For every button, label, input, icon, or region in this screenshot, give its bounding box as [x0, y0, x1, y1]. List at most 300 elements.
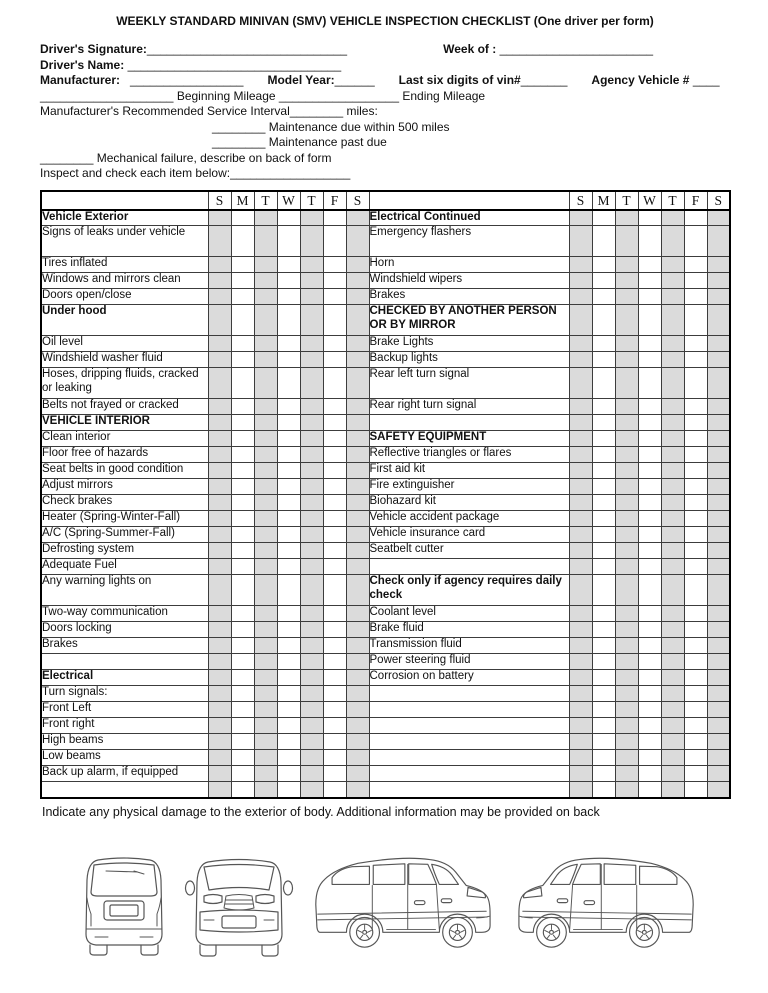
check-cell[interactable] [707, 670, 730, 686]
check-cell[interactable] [615, 718, 638, 734]
check-cell[interactable] [277, 273, 300, 289]
check-cell[interactable] [615, 495, 638, 511]
check-cell[interactable] [300, 527, 323, 543]
check-cell[interactable] [684, 210, 707, 226]
check-cell[interactable] [208, 543, 231, 559]
check-cell[interactable] [661, 226, 684, 257]
check-cell[interactable] [661, 622, 684, 638]
check-cell[interactable] [638, 782, 661, 798]
check-cell[interactable] [661, 670, 684, 686]
check-cell[interactable] [592, 654, 615, 670]
check-cell[interactable] [569, 368, 592, 399]
check-cell[interactable] [346, 495, 369, 511]
check-cell[interactable] [684, 750, 707, 766]
check-cell[interactable] [707, 527, 730, 543]
check-cell[interactable] [300, 511, 323, 527]
check-cell[interactable] [684, 670, 707, 686]
check-cell[interactable] [323, 527, 346, 543]
check-cell[interactable] [569, 336, 592, 352]
check-cell[interactable] [254, 622, 277, 638]
check-cell[interactable] [661, 750, 684, 766]
check-cell[interactable] [638, 336, 661, 352]
check-cell[interactable] [661, 543, 684, 559]
check-cell[interactable] [638, 479, 661, 495]
check-cell[interactable] [277, 559, 300, 575]
maintenance-past-blank[interactable]: ________ [212, 135, 266, 149]
check-cell[interactable] [231, 257, 254, 273]
check-cell[interactable] [569, 352, 592, 368]
check-cell[interactable] [208, 686, 231, 702]
check-cell[interactable] [592, 415, 615, 431]
check-cell[interactable] [569, 495, 592, 511]
check-cell[interactable] [300, 257, 323, 273]
check-cell[interactable] [300, 686, 323, 702]
check-cell[interactable] [323, 415, 346, 431]
check-cell[interactable] [707, 606, 730, 622]
check-cell[interactable] [323, 718, 346, 734]
check-cell[interactable] [638, 226, 661, 257]
check-cell[interactable] [231, 479, 254, 495]
check-cell[interactable] [592, 479, 615, 495]
check-cell[interactable] [254, 479, 277, 495]
check-cell[interactable] [231, 686, 254, 702]
check-cell[interactable] [208, 336, 231, 352]
check-cell[interactable] [231, 702, 254, 718]
check-cell[interactable] [684, 559, 707, 575]
check-cell[interactable] [615, 702, 638, 718]
model-year-blank[interactable]: ______ [334, 73, 375, 87]
check-cell[interactable] [684, 734, 707, 750]
check-cell[interactable] [277, 734, 300, 750]
check-cell[interactable] [323, 479, 346, 495]
check-cell[interactable] [707, 782, 730, 798]
check-cell[interactable] [346, 289, 369, 305]
check-cell[interactable] [707, 399, 730, 415]
check-cell[interactable] [254, 575, 277, 606]
check-cell[interactable] [638, 463, 661, 479]
beginning-mileage-blank[interactable]: ____________________ [40, 88, 174, 103]
check-cell[interactable] [615, 210, 638, 226]
check-cell[interactable] [569, 718, 592, 734]
check-cell[interactable] [684, 638, 707, 654]
check-cell[interactable] [323, 289, 346, 305]
check-cell[interactable] [707, 622, 730, 638]
check-cell[interactable] [208, 368, 231, 399]
check-cell[interactable] [592, 527, 615, 543]
check-cell[interactable] [615, 559, 638, 575]
check-cell[interactable] [638, 718, 661, 734]
check-cell[interactable] [231, 559, 254, 575]
check-cell[interactable] [707, 495, 730, 511]
check-cell[interactable] [592, 336, 615, 352]
check-cell[interactable] [592, 718, 615, 734]
check-cell[interactable] [208, 782, 231, 798]
check-cell[interactable] [615, 734, 638, 750]
check-cell[interactable] [323, 226, 346, 257]
check-cell[interactable] [615, 447, 638, 463]
check-cell[interactable] [615, 336, 638, 352]
check-cell[interactable] [684, 575, 707, 606]
check-cell[interactable] [323, 782, 346, 798]
check-cell[interactable] [638, 399, 661, 415]
check-cell[interactable] [323, 368, 346, 399]
check-cell[interactable] [254, 750, 277, 766]
check-cell[interactable] [323, 352, 346, 368]
check-cell[interactable] [661, 511, 684, 527]
check-cell[interactable] [592, 575, 615, 606]
check-cell[interactable] [323, 543, 346, 559]
check-cell[interactable] [208, 527, 231, 543]
check-cell[interactable] [231, 638, 254, 654]
check-cell[interactable] [277, 447, 300, 463]
check-cell[interactable] [231, 226, 254, 257]
check-cell[interactable] [569, 210, 592, 226]
check-cell[interactable] [346, 702, 369, 718]
check-cell[interactable] [277, 431, 300, 447]
check-cell[interactable] [254, 352, 277, 368]
check-cell[interactable] [208, 289, 231, 305]
check-cell[interactable] [208, 766, 231, 782]
check-cell[interactable] [638, 543, 661, 559]
check-cell[interactable] [707, 575, 730, 606]
check-cell[interactable] [208, 622, 231, 638]
check-cell[interactable] [661, 399, 684, 415]
check-cell[interactable] [569, 415, 592, 431]
check-cell[interactable] [254, 654, 277, 670]
check-cell[interactable] [254, 543, 277, 559]
check-cell[interactable] [684, 479, 707, 495]
check-cell[interactable] [661, 273, 684, 289]
check-cell[interactable] [707, 352, 730, 368]
check-cell[interactable] [661, 257, 684, 273]
check-cell[interactable] [684, 399, 707, 415]
check-cell[interactable] [592, 463, 615, 479]
check-cell[interactable] [346, 352, 369, 368]
check-cell[interactable] [661, 415, 684, 431]
check-cell[interactable] [638, 257, 661, 273]
check-cell[interactable] [300, 670, 323, 686]
check-cell[interactable] [208, 273, 231, 289]
check-cell[interactable] [277, 210, 300, 226]
check-cell[interactable] [323, 575, 346, 606]
check-cell[interactable] [277, 606, 300, 622]
check-cell[interactable] [323, 702, 346, 718]
check-cell[interactable] [638, 702, 661, 718]
check-cell[interactable] [208, 447, 231, 463]
check-cell[interactable] [569, 431, 592, 447]
check-cell[interactable] [661, 305, 684, 336]
check-cell[interactable] [638, 575, 661, 606]
check-cell[interactable] [277, 257, 300, 273]
check-cell[interactable] [208, 670, 231, 686]
check-cell[interactable] [661, 606, 684, 622]
check-cell[interactable] [231, 447, 254, 463]
check-cell[interactable] [254, 226, 277, 257]
check-cell[interactable] [569, 305, 592, 336]
check-cell[interactable] [323, 210, 346, 226]
check-cell[interactable] [346, 622, 369, 638]
check-cell[interactable] [569, 575, 592, 606]
check-cell[interactable] [323, 447, 346, 463]
check-cell[interactable] [569, 527, 592, 543]
check-cell[interactable] [323, 431, 346, 447]
inspect-blank[interactable]: __________________ [230, 166, 351, 180]
check-cell[interactable] [346, 210, 369, 226]
check-cell[interactable] [569, 750, 592, 766]
check-cell[interactable] [661, 638, 684, 654]
check-cell[interactable] [661, 734, 684, 750]
check-cell[interactable] [592, 399, 615, 415]
check-cell[interactable] [346, 638, 369, 654]
check-cell[interactable] [707, 750, 730, 766]
check-cell[interactable] [323, 670, 346, 686]
check-cell[interactable] [254, 368, 277, 399]
check-cell[interactable] [323, 638, 346, 654]
check-cell[interactable] [346, 718, 369, 734]
check-cell[interactable] [323, 273, 346, 289]
check-cell[interactable] [277, 702, 300, 718]
check-cell[interactable] [638, 750, 661, 766]
check-cell[interactable] [277, 766, 300, 782]
check-cell[interactable] [707, 718, 730, 734]
check-cell[interactable] [231, 368, 254, 399]
check-cell[interactable] [707, 431, 730, 447]
check-cell[interactable] [346, 559, 369, 575]
check-cell[interactable] [231, 734, 254, 750]
check-cell[interactable] [346, 782, 369, 798]
check-cell[interactable] [277, 479, 300, 495]
check-cell[interactable] [684, 257, 707, 273]
check-cell[interactable] [346, 431, 369, 447]
check-cell[interactable] [300, 431, 323, 447]
check-cell[interactable] [254, 527, 277, 543]
check-cell[interactable] [346, 368, 369, 399]
check-cell[interactable] [254, 399, 277, 415]
drivers-signature-blank[interactable]: ______________________________ [146, 42, 348, 56]
check-cell[interactable] [208, 654, 231, 670]
check-cell[interactable] [684, 368, 707, 399]
check-cell[interactable] [569, 702, 592, 718]
check-cell[interactable] [615, 575, 638, 606]
check-cell[interactable] [254, 431, 277, 447]
check-cell[interactable] [569, 543, 592, 559]
check-cell[interactable] [231, 210, 254, 226]
check-cell[interactable] [661, 352, 684, 368]
check-cell[interactable] [277, 352, 300, 368]
check-cell[interactable] [300, 702, 323, 718]
check-cell[interactable] [707, 638, 730, 654]
check-cell[interactable] [592, 638, 615, 654]
check-cell[interactable] [684, 543, 707, 559]
check-cell[interactable] [684, 352, 707, 368]
check-cell[interactable] [615, 226, 638, 257]
check-cell[interactable] [231, 352, 254, 368]
check-cell[interactable] [231, 575, 254, 606]
check-cell[interactable] [638, 670, 661, 686]
check-cell[interactable] [684, 606, 707, 622]
check-cell[interactable] [592, 210, 615, 226]
check-cell[interactable] [346, 575, 369, 606]
check-cell[interactable] [208, 734, 231, 750]
check-cell[interactable] [300, 495, 323, 511]
check-cell[interactable] [346, 273, 369, 289]
check-cell[interactable] [661, 782, 684, 798]
check-cell[interactable] [277, 463, 300, 479]
check-cell[interactable] [707, 336, 730, 352]
check-cell[interactable] [592, 368, 615, 399]
check-cell[interactable] [231, 622, 254, 638]
check-cell[interactable] [300, 479, 323, 495]
check-cell[interactable] [592, 559, 615, 575]
check-cell[interactable] [346, 670, 369, 686]
check-cell[interactable] [684, 766, 707, 782]
check-cell[interactable] [277, 575, 300, 606]
check-cell[interactable] [615, 257, 638, 273]
check-cell[interactable] [707, 289, 730, 305]
check-cell[interactable] [231, 718, 254, 734]
check-cell[interactable] [300, 575, 323, 606]
check-cell[interactable] [592, 670, 615, 686]
check-cell[interactable] [707, 702, 730, 718]
check-cell[interactable] [254, 511, 277, 527]
check-cell[interactable] [569, 782, 592, 798]
check-cell[interactable] [638, 766, 661, 782]
check-cell[interactable] [661, 368, 684, 399]
check-cell[interactable] [346, 447, 369, 463]
check-cell[interactable] [684, 527, 707, 543]
check-cell[interactable] [592, 511, 615, 527]
check-cell[interactable] [684, 431, 707, 447]
check-cell[interactable] [707, 686, 730, 702]
check-cell[interactable] [323, 336, 346, 352]
check-cell[interactable] [684, 718, 707, 734]
check-cell[interactable] [277, 654, 300, 670]
check-cell[interactable] [615, 782, 638, 798]
check-cell[interactable] [569, 399, 592, 415]
check-cell[interactable] [346, 543, 369, 559]
check-cell[interactable] [346, 463, 369, 479]
check-cell[interactable] [638, 305, 661, 336]
check-cell[interactable] [300, 782, 323, 798]
check-cell[interactable] [684, 782, 707, 798]
check-cell[interactable] [707, 305, 730, 336]
check-cell[interactable] [208, 352, 231, 368]
check-cell[interactable] [300, 638, 323, 654]
check-cell[interactable] [661, 527, 684, 543]
check-cell[interactable] [254, 670, 277, 686]
check-cell[interactable] [208, 575, 231, 606]
check-cell[interactable] [323, 606, 346, 622]
check-cell[interactable] [684, 336, 707, 352]
check-cell[interactable] [661, 336, 684, 352]
check-cell[interactable] [661, 559, 684, 575]
check-cell[interactable] [592, 273, 615, 289]
check-cell[interactable] [323, 511, 346, 527]
check-cell[interactable] [569, 766, 592, 782]
check-cell[interactable] [254, 257, 277, 273]
check-cell[interactable] [300, 766, 323, 782]
mechanical-failure-blank[interactable]: ________ [40, 150, 94, 165]
check-cell[interactable] [569, 734, 592, 750]
check-cell[interactable] [592, 257, 615, 273]
check-cell[interactable] [615, 654, 638, 670]
check-cell[interactable] [661, 575, 684, 606]
check-cell[interactable] [346, 399, 369, 415]
check-cell[interactable] [592, 305, 615, 336]
check-cell[interactable] [346, 527, 369, 543]
check-cell[interactable] [684, 289, 707, 305]
check-cell[interactable] [638, 638, 661, 654]
check-cell[interactable] [277, 670, 300, 686]
week-of-blank[interactable]: _______________________ [499, 42, 654, 56]
check-cell[interactable] [569, 479, 592, 495]
check-cell[interactable] [707, 415, 730, 431]
check-cell[interactable] [661, 686, 684, 702]
check-cell[interactable] [231, 431, 254, 447]
check-cell[interactable] [707, 273, 730, 289]
check-cell[interactable] [300, 718, 323, 734]
check-cell[interactable] [300, 368, 323, 399]
check-cell[interactable] [569, 273, 592, 289]
check-cell[interactable] [615, 368, 638, 399]
check-cell[interactable] [615, 543, 638, 559]
check-cell[interactable] [346, 305, 369, 336]
check-cell[interactable] [277, 718, 300, 734]
check-cell[interactable] [300, 352, 323, 368]
check-cell[interactable] [638, 415, 661, 431]
check-cell[interactable] [254, 559, 277, 575]
check-cell[interactable] [208, 210, 231, 226]
check-cell[interactable] [300, 543, 323, 559]
check-cell[interactable] [707, 559, 730, 575]
check-cell[interactable] [707, 463, 730, 479]
check-cell[interactable] [277, 289, 300, 305]
check-cell[interactable] [231, 273, 254, 289]
check-cell[interactable] [323, 305, 346, 336]
check-cell[interactable] [592, 495, 615, 511]
check-cell[interactable] [208, 226, 231, 257]
check-cell[interactable] [707, 511, 730, 527]
check-cell[interactable] [569, 670, 592, 686]
check-cell[interactable] [254, 305, 277, 336]
check-cell[interactable] [300, 654, 323, 670]
check-cell[interactable] [661, 289, 684, 305]
check-cell[interactable] [254, 495, 277, 511]
check-cell[interactable] [615, 622, 638, 638]
check-cell[interactable] [638, 559, 661, 575]
check-cell[interactable] [300, 463, 323, 479]
check-cell[interactable] [615, 686, 638, 702]
check-cell[interactable] [615, 415, 638, 431]
check-cell[interactable] [661, 495, 684, 511]
check-cell[interactable] [638, 511, 661, 527]
check-cell[interactable] [231, 606, 254, 622]
check-cell[interactable] [277, 511, 300, 527]
check-cell[interactable] [615, 606, 638, 622]
check-cell[interactable] [661, 447, 684, 463]
check-cell[interactable] [661, 766, 684, 782]
check-cell[interactable] [638, 495, 661, 511]
check-cell[interactable] [707, 654, 730, 670]
check-cell[interactable] [300, 415, 323, 431]
check-cell[interactable] [346, 686, 369, 702]
check-cell[interactable] [615, 399, 638, 415]
check-cell[interactable] [346, 750, 369, 766]
check-cell[interactable] [208, 415, 231, 431]
check-cell[interactable] [346, 479, 369, 495]
check-cell[interactable] [254, 289, 277, 305]
check-cell[interactable] [615, 750, 638, 766]
